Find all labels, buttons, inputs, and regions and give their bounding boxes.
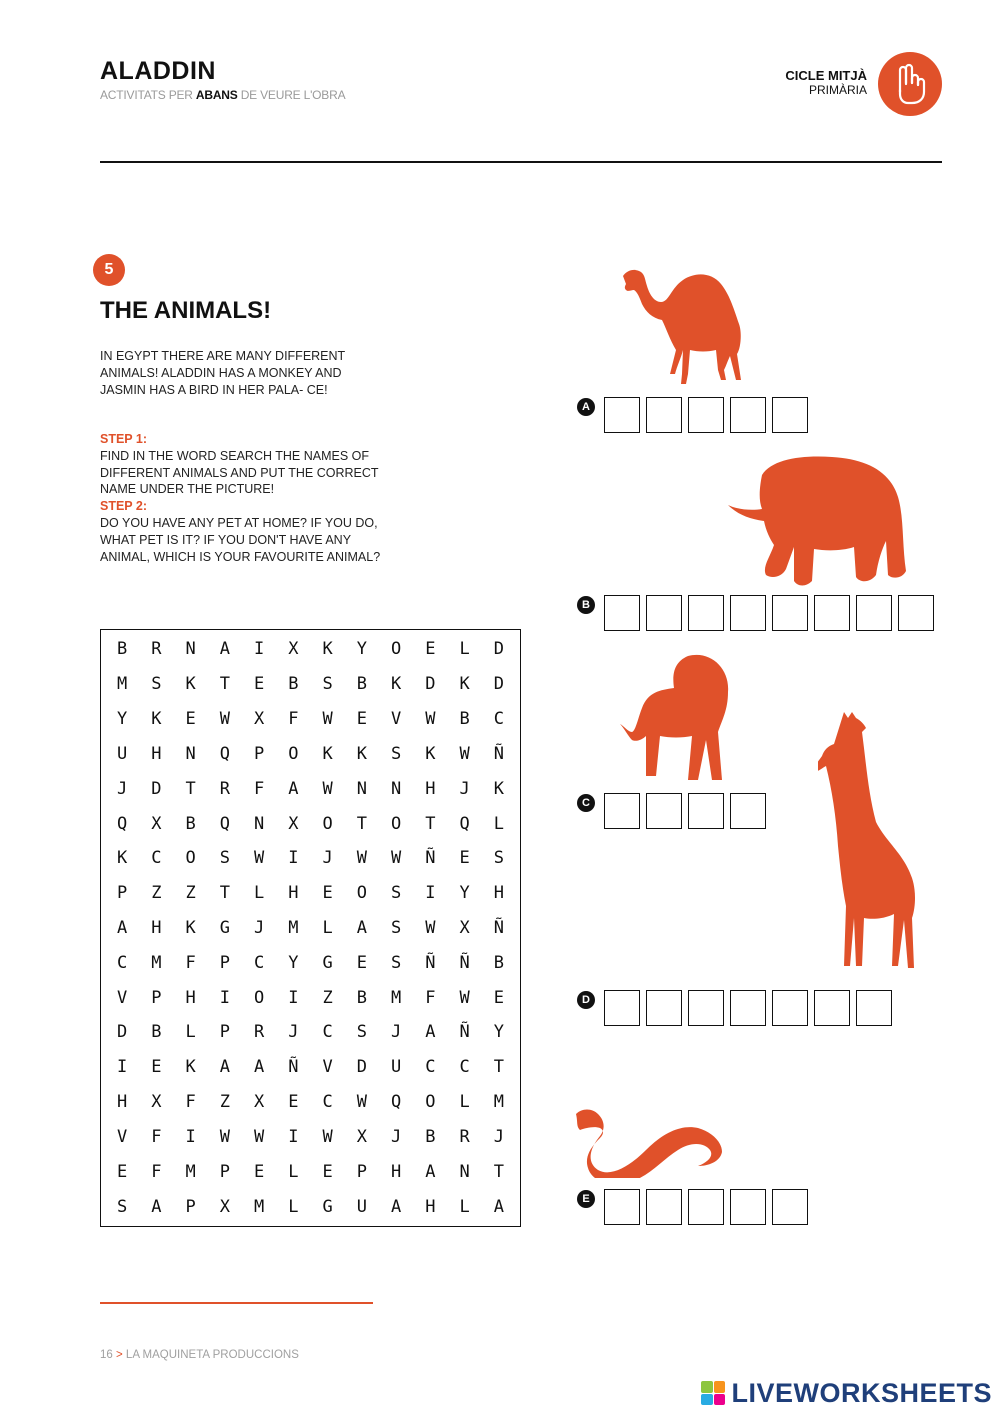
letter-box[interactable] (772, 1189, 808, 1225)
grid-letter[interactable]: Q (117, 813, 128, 834)
grid-letter[interactable]: A (254, 1057, 265, 1078)
grid-letter[interactable]: D (356, 1057, 367, 1078)
grid-letter[interactable]: W (425, 917, 436, 938)
snake-icon (570, 1106, 725, 1178)
letter-box[interactable] (772, 595, 808, 631)
grid-letter[interactable]: W (356, 1092, 367, 1113)
grid-letter[interactable]: W (391, 848, 402, 869)
grid-letter[interactable]: P (151, 987, 162, 1008)
letter-box[interactable] (646, 595, 682, 631)
grid-letter[interactable]: F (151, 1126, 162, 1147)
grid-letter[interactable]: W (254, 848, 265, 869)
grid-letter[interactable]: J (391, 1126, 402, 1147)
grid-letter[interactable]: X (254, 1092, 265, 1113)
giraffe-icon (818, 708, 922, 980)
grid-letter[interactable]: E (254, 674, 265, 695)
header-divider (100, 161, 942, 163)
grid-letter[interactable]: P (219, 1022, 230, 1043)
grid-letter[interactable]: A (425, 1161, 436, 1182)
grid-letter[interactable]: Q (459, 813, 470, 834)
grid-letter[interactable]: W (322, 778, 333, 799)
grid-letter[interactable]: A (356, 917, 367, 938)
grid-letter[interactable]: M (493, 1092, 504, 1113)
letter-box[interactable] (898, 595, 934, 631)
grid-letter[interactable]: V (117, 987, 128, 1008)
grid-letter[interactable]: E (288, 1092, 299, 1113)
grid-letter[interactable]: D (425, 674, 436, 695)
grid-letter[interactable]: M (288, 917, 299, 938)
answer-boxes-a (604, 397, 808, 433)
answer-label-e: E (577, 1190, 595, 1208)
grid-letter[interactable]: J (391, 1022, 402, 1043)
grid-letter[interactable]: E (254, 1161, 265, 1182)
grid-letter[interactable]: Ñ (288, 1057, 299, 1078)
grid-letter[interactable]: R (254, 1022, 265, 1043)
grid-letter[interactable]: X (459, 917, 470, 938)
grid-letter[interactable]: N (185, 743, 196, 764)
grid-letter[interactable]: L (185, 1022, 196, 1043)
grid-letter[interactable]: S (391, 743, 402, 764)
grid-letter[interactable]: I (288, 1126, 299, 1147)
grid-letter[interactable]: P (117, 883, 128, 904)
grid-letter[interactable]: K (185, 917, 196, 938)
grid-letter[interactable]: U (117, 743, 128, 764)
grid-letter[interactable]: Y (117, 709, 128, 730)
grid-letter[interactable]: L (459, 1092, 470, 1113)
step1-text: FIND IN THE WORD SEARCH THE NAMES OF DIFFERENT ANIMALS AND PUT THE CORRECT NAME UNDER THE PICTURE! (100, 448, 379, 497)
subtitle-post: DE VEURE L'OBRA (237, 88, 346, 102)
grid-letter[interactable]: A (219, 1057, 230, 1078)
grid-letter[interactable]: Q (219, 743, 230, 764)
grid-letter[interactable]: H (288, 883, 299, 904)
grid-letter[interactable]: D (151, 778, 162, 799)
grid-letter[interactable]: F (425, 987, 436, 1008)
grid-letter[interactable]: Ñ (493, 743, 504, 764)
grid-letter[interactable]: S (322, 674, 333, 695)
grid-letter[interactable]: L (459, 1196, 470, 1217)
grid-letter[interactable]: L (254, 883, 265, 904)
grid-letter[interactable]: B (356, 987, 367, 1008)
grid-letter[interactable]: D (493, 674, 504, 695)
grid-letter[interactable]: F (185, 1092, 196, 1113)
footer-separator: > (116, 1349, 123, 1361)
grid-letter[interactable]: H (151, 743, 162, 764)
grid-letter[interactable]: G (322, 1196, 333, 1217)
grid-letter[interactable]: F (151, 1161, 162, 1182)
grid-letter[interactable]: K (322, 639, 333, 660)
grid-letter[interactable]: Ñ (493, 917, 504, 938)
grid-letter[interactable]: J (322, 848, 333, 869)
grid-letter[interactable]: S (356, 1022, 367, 1043)
grid-letter[interactable]: C (493, 709, 504, 730)
grid-letter[interactable]: P (356, 1161, 367, 1182)
letter-box[interactable] (772, 990, 808, 1026)
grid-letter[interactable]: J (459, 778, 470, 799)
grid-letter[interactable]: K (185, 674, 196, 695)
grid-letter[interactable]: S (493, 848, 504, 869)
grid-letter[interactable]: N (356, 778, 367, 799)
grid-letter[interactable]: E (425, 639, 436, 660)
cycle-line2: PRIMÀRIA (808, 83, 867, 97)
grid-letter[interactable]: D (493, 639, 504, 660)
letter-box[interactable] (604, 397, 640, 433)
grid-letter[interactable]: E (356, 952, 367, 973)
grid-letter[interactable]: Y (356, 639, 367, 660)
letter-box[interactable] (730, 1189, 766, 1225)
grid-letter[interactable]: K (459, 674, 470, 695)
liveworksheets-icon (701, 1381, 725, 1405)
grid-letter[interactable]: X (219, 1196, 230, 1217)
grid-letter[interactable]: K (493, 778, 504, 799)
grid-letter[interactable]: C (322, 1092, 333, 1113)
grid-letter[interactable]: M (117, 674, 128, 695)
grid-letter[interactable]: F (185, 952, 196, 973)
grid-letter[interactable]: J (288, 1022, 299, 1043)
letter-box[interactable] (856, 595, 892, 631)
grid-letter[interactable]: C (425, 1057, 436, 1078)
grid-letter[interactable]: W (322, 1126, 333, 1147)
grid-letter[interactable]: F (288, 709, 299, 730)
grid-letter[interactable]: Y (288, 952, 299, 973)
grid-letter[interactable]: Q (219, 813, 230, 834)
grid-letter[interactable]: W (459, 743, 470, 764)
grid-letter[interactable]: Ñ (425, 848, 436, 869)
grid-letter[interactable]: L (493, 813, 504, 834)
grid-letter[interactable]: I (117, 1057, 128, 1078)
grid-letter[interactable]: B (459, 709, 470, 730)
lion-icon (618, 652, 740, 784)
grid-letter[interactable]: H (185, 987, 196, 1008)
grid-letter[interactable]: F (254, 778, 265, 799)
grid-letter[interactable]: B (493, 952, 504, 973)
grid-letter[interactable]: W (459, 987, 470, 1008)
grid-letter[interactable]: L (288, 1161, 299, 1182)
camel-icon (615, 262, 760, 386)
grid-letter[interactable]: X (288, 813, 299, 834)
grid-letter[interactable]: T (356, 813, 367, 834)
grid-letter[interactable]: M (151, 952, 162, 973)
letter-box[interactable] (730, 990, 766, 1026)
answer-boxes-e (604, 1189, 808, 1225)
grid-letter[interactable]: O (356, 883, 367, 904)
letter-box[interactable] (604, 595, 640, 631)
grid-letter[interactable]: J (117, 778, 128, 799)
grid-letter[interactable]: Ñ (459, 1022, 470, 1043)
letter-box[interactable] (688, 397, 724, 433)
footer-credit (100, 1349, 299, 1361)
grid-letter[interactable]: H (117, 1092, 128, 1113)
grid-letter[interactable]: M (391, 987, 402, 1008)
letter-box[interactable] (730, 793, 766, 829)
grid-letter[interactable]: B (425, 1126, 436, 1147)
letter-box[interactable] (856, 990, 892, 1026)
grid-letter[interactable]: I (288, 987, 299, 1008)
grid-letter[interactable]: Z (151, 883, 162, 904)
grid-letter[interactable]: I (425, 883, 436, 904)
grid-letter[interactable]: P (219, 952, 230, 973)
grid-letter[interactable]: T (425, 813, 436, 834)
cycle-line1: CICLE MITJÀ (785, 68, 867, 83)
grid-letter[interactable]: E (322, 1161, 333, 1182)
section-number-badge: 5 (93, 254, 125, 286)
grid-letter[interactable]: E (459, 848, 470, 869)
grid-letter[interactable]: W (254, 1126, 265, 1147)
letter-box[interactable] (688, 990, 724, 1026)
grid-letter[interactable]: K (185, 1057, 196, 1078)
grid-letter[interactable]: O (288, 743, 299, 764)
grid-letter[interactable]: A (288, 778, 299, 799)
grid-letter[interactable]: W (219, 1126, 230, 1147)
grid-letter[interactable]: Z (219, 1092, 230, 1113)
grid-letter[interactable]: O (322, 813, 333, 834)
grid-letter[interactable]: S (151, 674, 162, 695)
letter-box[interactable] (604, 793, 640, 829)
grid-letter[interactable]: C (117, 952, 128, 973)
grid-letter[interactable]: E (185, 709, 196, 730)
letter-box[interactable] (646, 1189, 682, 1225)
grid-letter[interactable]: H (425, 778, 436, 799)
grid-letter[interactable]: B (185, 813, 196, 834)
grid-letter[interactable]: G (322, 952, 333, 973)
grid-letter[interactable]: K (151, 709, 162, 730)
grid-letter[interactable]: Y (493, 1022, 504, 1043)
elephant-icon (722, 455, 907, 587)
grid-letter[interactable]: K (356, 743, 367, 764)
grid-letter[interactable]: C (322, 1022, 333, 1043)
grid-letter[interactable]: G (219, 917, 230, 938)
grid-letter[interactable]: U (391, 1057, 402, 1078)
grid-letter[interactable]: L (288, 1196, 299, 1217)
grid-letter[interactable]: T (219, 674, 230, 695)
grid-letter[interactable]: S (391, 917, 402, 938)
grid-letter[interactable]: V (391, 709, 402, 730)
grid-letter[interactable]: V (117, 1126, 128, 1147)
grid-letter[interactable]: S (219, 848, 230, 869)
grid-letter[interactable]: V (322, 1057, 333, 1078)
grid-letter[interactable]: T (493, 1057, 504, 1078)
grid-letter[interactable]: K (117, 848, 128, 869)
steps-block (100, 431, 385, 565)
answer-label-c: C (577, 794, 595, 812)
intro-text: IN EGYPT THERE ARE MANY DIFFERENT ANIMALS! ALADDIN HAS A MONKEY AND JASMIN HAS A BIRD IN HER PALA- CE! (100, 349, 345, 397)
answer-boxes-c (604, 793, 766, 829)
grid-letter[interactable]: B (356, 674, 367, 695)
grid-letter[interactable]: Ñ (459, 952, 470, 973)
grid-letter[interactable]: A (425, 1022, 436, 1043)
grid-letter[interactable]: I (254, 639, 265, 660)
grid-letter[interactable]: Ñ (425, 952, 436, 973)
section-title: THE ANIMALS! (100, 297, 272, 324)
grid-letter[interactable]: K (322, 743, 333, 764)
hand-logo-icon (878, 52, 942, 116)
grid-letter[interactable]: Z (322, 987, 333, 1008)
letter-box[interactable] (688, 793, 724, 829)
grid-letter[interactable]: L (459, 639, 470, 660)
cycle-label (785, 69, 867, 97)
page-number: 16 (100, 1349, 113, 1361)
grid-letter[interactable]: O (391, 639, 402, 660)
answer-boxes-d (604, 990, 892, 1026)
grid-letter[interactable]: M (185, 1161, 196, 1182)
grid-letter[interactable]: D (117, 1022, 128, 1043)
grid-letter[interactable]: X (288, 639, 299, 660)
grid-letter[interactable]: A (151, 1196, 162, 1217)
grid-letter[interactable]: A (219, 639, 230, 660)
grid-letter[interactable]: S (117, 1196, 128, 1217)
grid-letter[interactable]: N (185, 639, 196, 660)
grid-letter[interactable]: T (219, 883, 230, 904)
grid-letter[interactable]: I (219, 987, 230, 1008)
grid-letter[interactable]: L (322, 917, 333, 938)
step2-text: DO YOU HAVE ANY PET AT HOME? IF YOU DO, WHAT PET IS IT? IF YOU DON'T HAVE ANY ANIMAL, WHICH IS YOUR FAVOURITE ANIMAL? (100, 515, 381, 564)
grid-letter[interactable]: P (185, 1196, 196, 1217)
grid-letter[interactable]: N (391, 778, 402, 799)
grid-letter[interactable]: H (425, 1196, 436, 1217)
grid-letter[interactable]: J (493, 1126, 504, 1147)
grid-letter[interactable]: M (254, 1196, 265, 1217)
grid-letter[interactable]: E (151, 1057, 162, 1078)
grid-letter[interactable]: I (288, 848, 299, 869)
grid-letter[interactable]: E (356, 709, 367, 730)
letter-box[interactable] (604, 990, 640, 1026)
grid-letter[interactable]: U (356, 1196, 367, 1217)
answer-label-d: D (577, 991, 595, 1009)
letter-box[interactable] (688, 1189, 724, 1225)
grid-letter[interactable]: C (459, 1057, 470, 1078)
grid-letter[interactable]: A (117, 917, 128, 938)
liveworksheets-wordmark: LIVEWORKSHEETS (731, 1377, 992, 1408)
grid-letter[interactable]: Q (391, 1092, 402, 1113)
letter-box[interactable] (688, 595, 724, 631)
grid-letter[interactable]: H (151, 917, 162, 938)
letter-box[interactable] (646, 793, 682, 829)
grid-letter[interactable]: O (425, 1092, 436, 1113)
answer-boxes-b (604, 595, 934, 631)
grid-letter[interactable]: E (493, 987, 504, 1008)
grid-letter[interactable]: K (425, 743, 436, 764)
word-search-grid[interactable] (100, 629, 521, 1227)
answer-label-a: A (577, 398, 595, 416)
document-subtitle (100, 88, 345, 102)
grid-letter[interactable]: C (254, 952, 265, 973)
grid-letter[interactable]: N (459, 1161, 470, 1182)
letter-box[interactable] (814, 595, 850, 631)
grid-letter[interactable]: C (151, 848, 162, 869)
grid-letter[interactable]: H (493, 883, 504, 904)
grid-letter[interactable]: A (493, 1196, 504, 1217)
grid-letter[interactable]: P (219, 1161, 230, 1182)
grid-letter[interactable]: Z (185, 883, 196, 904)
grid-letter[interactable]: W (425, 709, 436, 730)
grid-letter[interactable]: R (151, 639, 162, 660)
grid-letter[interactable]: R (459, 1126, 470, 1147)
letter-box[interactable] (604, 1189, 640, 1225)
grid-letter[interactable]: K (391, 674, 402, 695)
subtitle-pre: ACTIVITATS PER (100, 88, 196, 102)
letter-box[interactable] (646, 397, 682, 433)
step1-label: STEP 1: (100, 432, 148, 446)
document-title: ALADDIN (100, 57, 216, 85)
footer-divider (100, 1302, 373, 1304)
grid-letter[interactable]: X (151, 1092, 162, 1113)
grid-letter[interactable]: E (117, 1161, 128, 1182)
grid-letter[interactable]: E (322, 883, 333, 904)
grid-letter[interactable]: W (322, 709, 333, 730)
grid-letter[interactable]: W (356, 848, 367, 869)
grid-letter[interactable]: O (391, 813, 402, 834)
answer-label-b: B (577, 596, 595, 614)
grid-letter[interactable]: B (117, 639, 128, 660)
grid-letter[interactable]: A (391, 1196, 402, 1217)
letter-box[interactable] (814, 990, 850, 1026)
grid-letter[interactable]: Y (459, 883, 470, 904)
grid-letter[interactable]: N (254, 813, 265, 834)
grid-letter[interactable]: T (185, 778, 196, 799)
grid-letter[interactable]: O (254, 987, 265, 1008)
grid-letter[interactable]: B (151, 1022, 162, 1043)
step2-label: STEP 2: (100, 499, 148, 514)
grid-letter[interactable]: S (391, 883, 402, 904)
grid-letter[interactable]: T (493, 1161, 504, 1182)
grid-letter[interactable]: H (391, 1161, 402, 1182)
letter-box[interactable] (646, 990, 682, 1026)
grid-letter[interactable]: R (219, 778, 230, 799)
subtitle-bold: ABANS (195, 88, 238, 102)
grid-letter[interactable]: J (254, 917, 265, 938)
letter-box[interactable] (772, 397, 808, 433)
grid-letter[interactable]: S (391, 952, 402, 973)
liveworksheets-logo (701, 1376, 992, 1410)
grid-letter[interactable]: P (254, 743, 265, 764)
grid-letter[interactable]: I (185, 1126, 196, 1147)
grid-letter[interactable]: B (288, 674, 299, 695)
letter-box[interactable] (730, 595, 766, 631)
grid-letter[interactable]: X (356, 1126, 367, 1147)
grid-letter[interactable]: W (219, 709, 230, 730)
footer-producer: LA MAQUINETA PRODUCCIONS (125, 1349, 299, 1361)
grid-letter[interactable]: X (254, 709, 265, 730)
letter-box[interactable] (730, 397, 766, 433)
grid-letter[interactable]: X (151, 813, 162, 834)
grid-letter[interactable]: O (185, 848, 196, 869)
